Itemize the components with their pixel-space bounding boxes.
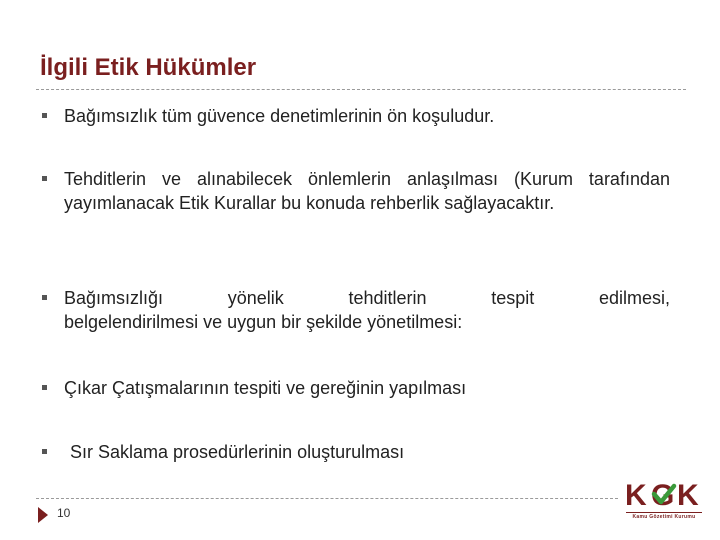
bullet-item	[42, 104, 672, 128]
bullet-text: Çıkar Çatışmalarının tespiti ve gereğinin yapılması	[64, 378, 467, 398]
page-number: 10	[57, 506, 71, 520]
bullet-item	[42, 376, 672, 400]
bullet-text-line-2: belgelendirilmesi ve uygun bir şekilde yönetilmesi:	[64, 312, 463, 332]
bullet-marker-icon	[42, 176, 47, 181]
bullet-marker-icon	[42, 113, 47, 118]
slide-title: İlgili Etik Hükümler	[40, 54, 257, 81]
arrow-right-icon	[38, 507, 48, 523]
bullet-item	[42, 167, 672, 215]
logo-letter-3: K	[677, 479, 699, 510]
bullet-item	[42, 286, 672, 334]
logo-letter-2: G	[651, 479, 675, 510]
bullet-marker-icon	[42, 385, 47, 390]
footer-divider	[36, 498, 618, 499]
bullet-item	[42, 440, 672, 464]
logo-letter-1: K	[625, 479, 647, 510]
bullet-marker-icon	[42, 295, 47, 300]
kgk-logo	[624, 476, 704, 524]
bullet-text: Sır Saklama prosedürlerinin oluşturulması	[70, 442, 405, 462]
title-divider	[36, 89, 686, 90]
bullet-marker-icon	[42, 449, 47, 454]
logo-caption: Kamu Gözetimi Kurumu	[626, 512, 702, 522]
logo-mark	[624, 476, 704, 510]
bullet-text-line-1: Bağımsızlığı yönelik tehditlerin tespit edilmesi,	[64, 288, 670, 308]
bullet-text: Tehditlerin ve alınabilecek önlemlerin anlaşılması (Kurum tarafından yayımlanacak Etik Kurallar bu konuda rehberlik sağlayacaktır.	[64, 169, 670, 213]
bullet-text: Bağımsızlık tüm güvence denetimlerinin ön koşuludur.	[64, 106, 495, 126]
